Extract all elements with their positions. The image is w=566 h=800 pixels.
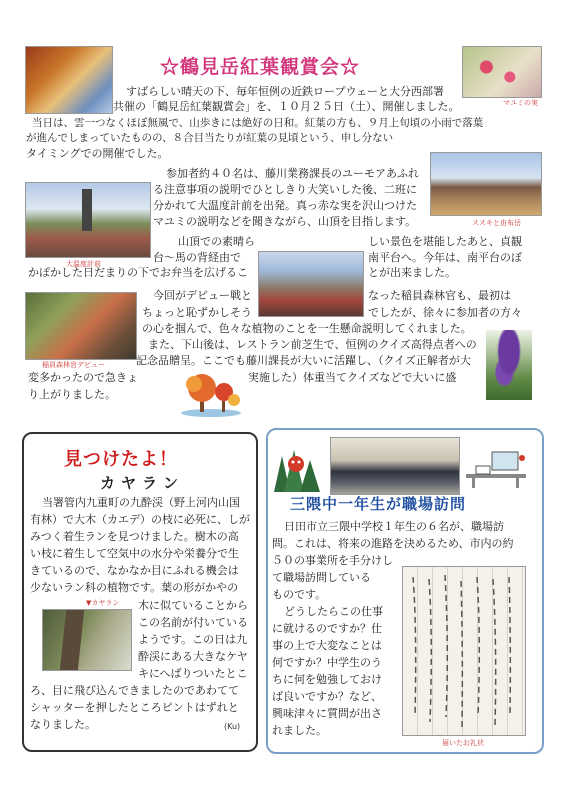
visit-line-1: 日田市立三隈中学校１年生の６名が、職場訪 — [284, 520, 504, 533]
kayaran-line-14: なりました。 — [30, 718, 96, 731]
main-line-20: の心を掴んで、色々な植物のことを一生懸命説明してくれました。 — [142, 322, 472, 335]
visit-line-3: ５０の事業所を手分けし — [272, 554, 393, 567]
students-office-photo — [330, 437, 460, 495]
visit-line-6: どうしたらこの仕事 — [284, 605, 383, 618]
mayumi-caption: マユミの実 — [503, 99, 538, 107]
kayaran-line-10: 酔渓にある大きなケヤ — [138, 650, 248, 663]
page-title: ☆鶴見岳紅葉観賞会☆ — [160, 56, 361, 78]
discovery-heading: 見つけたよ！ — [64, 449, 178, 470]
visit-line-5: ものです。 — [272, 588, 327, 601]
kayaran-line-6: 少ないラン科の植物です。葉の形がかやの — [30, 581, 239, 594]
main-line-11: しい景色を堪能したあと、貞観 — [368, 235, 522, 248]
visit-line-10: ちに何を勉強しておけ — [272, 673, 382, 686]
main-line-22: 記念品贈呈。ここでも藤川課長が大いに活躍し、（クイズ正解者が大 — [136, 354, 471, 367]
visit-line-11: ば良いですか？など、 — [272, 690, 382, 703]
main-line-23: 変多かったので急きょ — [28, 371, 138, 384]
mountain-photo — [430, 152, 542, 216]
kayaran-line-2: 有林）で大木（カエデ）の枝に必死に、しが — [30, 513, 250, 526]
kayaran-signature: (Ku) — [224, 722, 241, 731]
main-line-14: かぽかした日だまりの下でお弁当を広げるこ — [28, 266, 248, 279]
kayaran-line-13: シャッターを押したところピントはずれと — [30, 701, 239, 714]
visit-line-12: 興味津々に質問が出さ — [272, 707, 382, 720]
main-line-7: る注意事項の説明でひとしきり大笑いした後、二班に — [153, 183, 417, 196]
main-line-5: タイミングでの開催でした。 — [26, 147, 169, 160]
visit-line-4: て職場訪問している — [272, 571, 371, 584]
visit-line-9: 何ですか？中学生のう — [272, 656, 382, 669]
main-line-12: 台～馬の背経由で — [153, 251, 241, 264]
kayaran-line-9: ようです。この日は九 — [138, 633, 248, 646]
thank-you-letter-photo — [402, 566, 526, 736]
main-line-6: 参加者約４０名は、藤川業務課長のユーモアあふれ — [166, 167, 419, 180]
summit-group-photo — [258, 251, 364, 317]
visit-line-8: 事の上で大変なことは — [272, 639, 382, 652]
kayaran-line-4: い枝に着生して空気中の水分や栄養分で生 — [30, 547, 239, 560]
visit-line-7: に就けるのですか？仕 — [272, 622, 382, 635]
main-line-15: とが出来ました。 — [368, 266, 456, 279]
kayaran-line-7: 木に似ていることから — [138, 599, 248, 612]
main-line-16: 今回がデビュー戦と — [153, 289, 252, 302]
main-line-21: また、下山後は、レストラン前芝生で、恒例のクイズ高得点者への — [148, 338, 477, 351]
main-line-2: 共催の「鶴見岳紅葉観賞会」を、１０月２５日（土）、開催しました。 — [113, 100, 460, 113]
mayumi-berry-photo — [462, 46, 542, 98]
autumn-leaves-photo — [25, 46, 113, 114]
autumn-tree-illustration — [178, 370, 244, 418]
desk-illustration — [462, 444, 534, 490]
kayaran-line-5: きているので、なかなか目にふれる機会は — [30, 564, 239, 577]
main-line-24: 実施した）体重当てクイズなどで大いに盛 — [248, 371, 457, 384]
kayaran-photo-label: ▼カヤラン — [86, 599, 120, 607]
school-visit-heading: 三隈中一年生が職場訪問 — [290, 495, 467, 513]
visit-line-13: れました。 — [272, 724, 327, 737]
main-line-4: が進んでしまっていたものの、８合目当たりが紅葉の見頃という、申し分ない — [26, 132, 394, 144]
kayaran-line-1: 当署管内九重町の九酔渓（野上河内山国 — [42, 496, 240, 509]
debut-caption: 稲員森林官デビュー — [42, 361, 105, 369]
kayaran-line-3: みつく着生ランを見つけました。樹木の高 — [30, 530, 239, 543]
ondokei-caption: 大温度計前 — [66, 260, 101, 268]
main-line-25: り上がりました。 — [28, 388, 116, 401]
main-line-18: ちょっと恥ずかしそう — [142, 306, 252, 319]
ranger-debut-photo — [25, 292, 137, 360]
kayaran-photo — [42, 609, 132, 671]
kayaran-line-11: キにへばりついたとこ — [138, 667, 248, 680]
main-line-9: マユミの説明などを聞きながら、山頂を目指します。 — [153, 215, 417, 228]
mascot-illustration — [272, 436, 330, 494]
main-line-3: 当日は、雲一つなくほぼ無風で、山歩きには絶好の日和。紅葉の方も、９月上旬頃の小雨で落葉 — [32, 117, 484, 129]
visit-line-2: 問。これは、将来の進路を決めるため、市内の約 — [272, 537, 514, 550]
group-at-thermometer-photo — [25, 182, 151, 258]
kayaran-line-12: ろ、目に飛び込んできましたのであわてて — [30, 684, 239, 697]
kayaran-heading: カヤラン — [100, 474, 185, 492]
main-line-8: 分かれて大温度計前を出発。真っ赤な実を沢山つけた — [153, 199, 417, 212]
susuki-caption: ススキと由布岳 — [472, 219, 521, 227]
main-line-13: 南平台へ。今年は、南平台のぼ — [368, 251, 522, 264]
main-line-1: すばらしい晴天の下、毎年恒例の近鉄ロープウェーと大分西部署 — [126, 85, 445, 98]
letter-caption: 届いたお礼状 — [442, 739, 484, 747]
kayaran-line-8: この名前が付いている — [138, 616, 248, 629]
main-line-10: 山頂での素晴ら — [178, 235, 255, 248]
main-line-17: なった稲員森林官も、最初は — [368, 289, 511, 302]
purple-flower-photo — [486, 330, 532, 400]
main-line-19: でしたが、徐々に参加者の方々 — [368, 306, 522, 319]
